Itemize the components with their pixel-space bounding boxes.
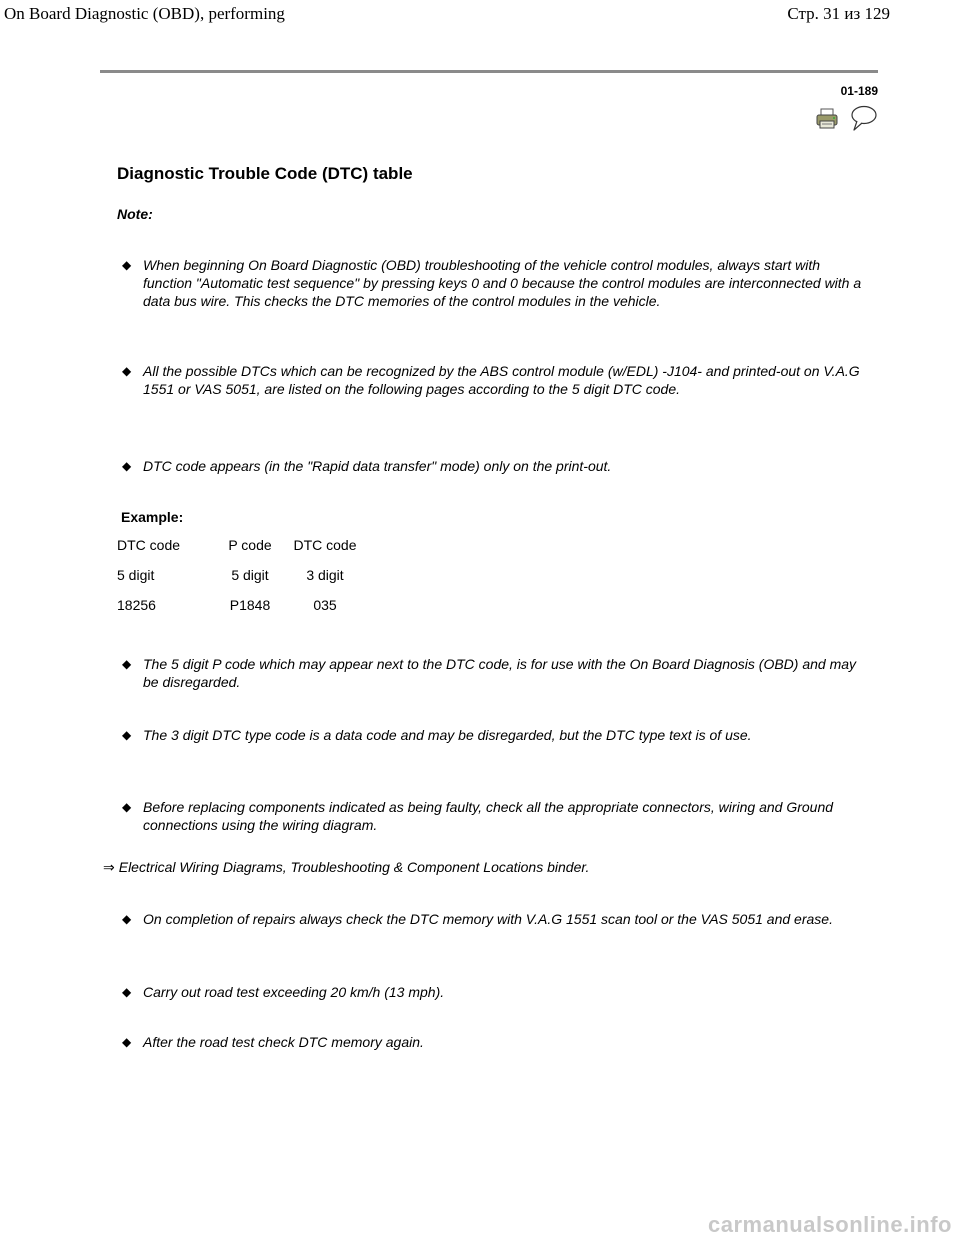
- list-item-text: On completion of repairs always check the DTC memory with V.A.G 1551 scan tool or the VAS 5051 and erase.: [143, 911, 833, 927]
- diamond-bullet-icon: ◆: [122, 258, 132, 272]
- list-item-text: DTC code appears (in the "Rapid data transfer" mode) only on the print-out.: [143, 458, 612, 474]
- diamond-bullet-icon: ◆: [122, 364, 132, 378]
- diamond-bullet-icon: ◆: [122, 985, 132, 999]
- page-title: Diagnostic Trouble Code (DTC) table: [117, 164, 413, 183]
- table-cell: 3 digit: [306, 567, 344, 583]
- arrow-right-icon: ⇒: [103, 859, 115, 875]
- list-item: [122, 910, 862, 928]
- table-cell: P code: [228, 537, 272, 553]
- list-item-text: All the possible DTCs which can be recognized by the ABS control module (w/EDL) -J104- and printed-out on V.A.G 1551 or VAS 5051, are listed on the following pages according to the 5 digit DTC code.: [143, 363, 860, 397]
- list-item: [122, 983, 862, 1001]
- table-cell: P1848: [229, 597, 271, 613]
- reference-text: Electrical Wiring Diagrams, Troubleshooting & Component Locations binder.: [118, 859, 590, 875]
- list-item-text: The 5 digit P code which may appear next to the DTC code, is for use with the On Board Diagnosis (OBD) and may be disregarded.: [143, 656, 857, 690]
- diamond-bullet-icon: ◆: [122, 800, 132, 814]
- example-label: Example:: [121, 509, 184, 525]
- reference-link[interactable]: [103, 859, 589, 876]
- list-item: [122, 1033, 862, 1051]
- watermark: carmanualsonline.info: [708, 1212, 952, 1237]
- table-cell: 5 digit: [117, 567, 155, 583]
- page-counter: Стр. 31 из 129: [787, 4, 890, 23]
- table-cell: 5 digit: [231, 567, 269, 583]
- diamond-bullet-icon: ◆: [122, 728, 132, 742]
- diamond-bullet-icon: ◆: [122, 912, 132, 926]
- note-label: Note:: [117, 206, 153, 222]
- table-cell: 035: [313, 597, 337, 613]
- table-cell: 18256: [117, 597, 156, 613]
- header-title: On Board Diagnostic (OBD), performing: [4, 4, 285, 23]
- diamond-bullet-icon: ◆: [122, 1035, 132, 1049]
- header-divider: [100, 70, 878, 73]
- list-item-text: Before replacing components indicated as being faulty, check all the appropriate connectors, wiring and Ground connections using the wiring diagram.: [143, 799, 834, 833]
- table-row: [117, 597, 365, 627]
- list-item-text: Carry out road test exceeding 20 km/h (13 mph).: [143, 984, 445, 1000]
- list-item: [122, 362, 862, 398]
- diamond-bullet-icon: ◆: [122, 459, 132, 473]
- list-item: [122, 798, 862, 834]
- list-item: [122, 655, 862, 691]
- table-row: [117, 567, 365, 597]
- list-item-text: After the road test check DTC memory again.: [143, 1034, 424, 1050]
- list-item: [122, 256, 862, 310]
- table-cell: DTC code: [117, 537, 181, 553]
- list-item: [122, 457, 862, 475]
- table-row: [117, 537, 365, 567]
- list-item-text: The 3 digit DTC type code is a data code and may be disregarded, but the DTC type text is of use.: [143, 727, 752, 743]
- speech-bubble-icon[interactable]: [848, 104, 878, 132]
- print-icon[interactable]: [815, 108, 839, 130]
- example-table: [117, 537, 365, 627]
- list-item: [122, 726, 862, 744]
- table-cell: DTC code: [293, 537, 357, 553]
- diamond-bullet-icon: ◆: [122, 657, 132, 671]
- page-code: 01-189: [840, 84, 878, 98]
- list-item-text: When beginning On Board Diagnostic (OBD) troubleshooting of the vehicle control modules, always start with function "Automatic test sequence" by pressing keys 0 and 0 because the control modules are interconnected with a data bus wire. This checks the DTC memories of the control modules in the vehicle.: [143, 257, 862, 309]
